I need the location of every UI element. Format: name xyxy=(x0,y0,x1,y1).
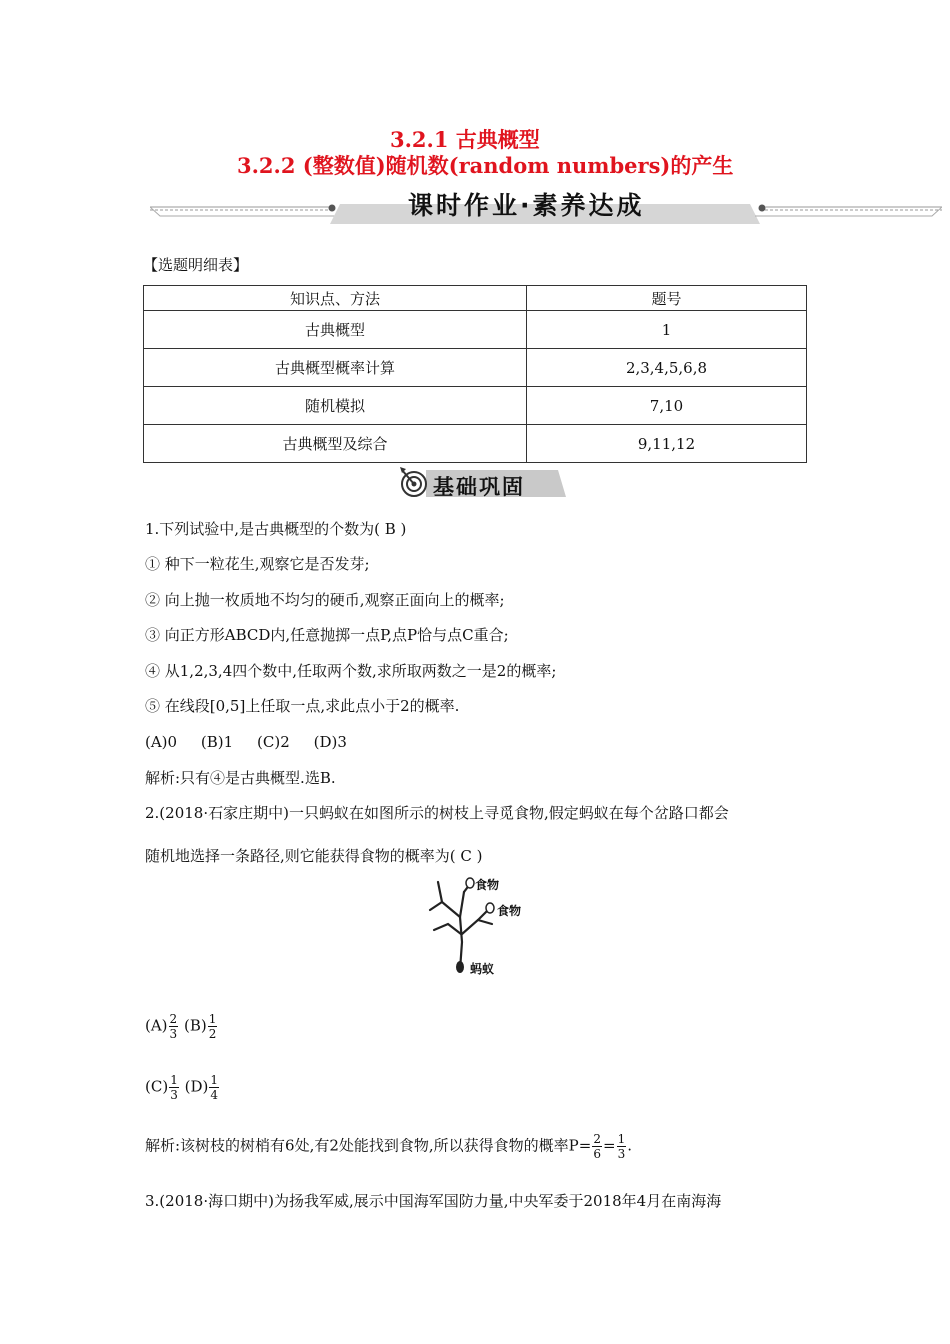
fraction-denominator: 3 xyxy=(169,1027,178,1041)
table-cell: 9,11,12 xyxy=(527,425,807,463)
detail-table-caption: 【选题明细表】 xyxy=(143,256,249,274)
fraction xyxy=(169,1012,179,1041)
fraction-denominator: 3 xyxy=(170,1088,178,1102)
figure-label-ant: 蚂蚁 xyxy=(470,962,495,976)
q2-option-c-label: (C) xyxy=(145,1077,169,1096)
q2-option-a-label: (A) xyxy=(145,1016,168,1035)
fraction xyxy=(592,1132,602,1161)
fraction-denominator: 6 xyxy=(593,1147,601,1161)
period: . xyxy=(627,1136,632,1155)
fraction-numerator: 1 xyxy=(170,1073,178,1087)
fraction-numerator: 1 xyxy=(210,1073,218,1087)
table-cell: 随机模拟 xyxy=(144,387,527,425)
q2-options-ab xyxy=(145,1012,218,1041)
q1-analysis: 解析:只有④是古典概型.选B. xyxy=(145,769,336,787)
fraction xyxy=(169,1073,179,1102)
fraction xyxy=(617,1132,627,1161)
fraction xyxy=(208,1012,218,1041)
title-line-2: 3.2.2 (整数值)随机数(random numbers)的产生 xyxy=(237,153,734,178)
q1-stem: 1.下列试验中,是古典概型的个数为( B ) xyxy=(145,520,407,538)
table-cell: 古典概型 xyxy=(144,311,527,349)
fraction-numerator: 1 xyxy=(617,1132,626,1146)
figure-label-food: 食物 xyxy=(497,904,522,918)
fraction-denominator: 3 xyxy=(617,1147,626,1161)
q1-item: ② 向上抛一枚质地不均匀的硬币,观察正面向上的概率; xyxy=(145,591,505,609)
table-header-row xyxy=(144,286,807,311)
fraction-numerator: 2 xyxy=(169,1012,178,1026)
table-cell: 7,10 xyxy=(527,387,807,425)
banner-title: 课时作业·素养达成 xyxy=(408,191,645,220)
table-cell: 2,3,4,5,6,8 xyxy=(527,349,807,387)
q1-item: ① 种下一粒花生,观察它是否发芽; xyxy=(145,555,370,573)
q3-stem-line-1: 3.(2018·海口期中)为扬我军威,展示中国海军国防力量,中央军委于2018年4月在南海海 xyxy=(145,1192,722,1210)
table-header-cell: 知识点、方法 xyxy=(144,286,527,311)
q2-analysis xyxy=(145,1132,632,1161)
q2-option-d-label: (D) xyxy=(184,1077,209,1096)
fraction-denominator: 2 xyxy=(208,1027,217,1041)
detail-table xyxy=(143,285,807,463)
table-row xyxy=(144,349,807,387)
q2-stem-line-2: 随机地选择一条路径,则它能获得食物的概率为( C ) xyxy=(145,847,483,865)
fraction xyxy=(209,1073,219,1102)
fraction-numerator: 2 xyxy=(593,1132,601,1146)
fraction-denominator: 4 xyxy=(210,1088,218,1102)
q2-analysis-text: 解析:该树枝的树梢有6处,有2处能找到食物,所以获得食物的概率P= xyxy=(145,1136,592,1155)
table-header-cell: 题号 xyxy=(527,286,807,311)
table-cell: 古典概型及综合 xyxy=(144,425,527,463)
equals-sign: = xyxy=(602,1136,616,1155)
section-badge-label: 基础巩固 xyxy=(433,475,525,499)
table-row xyxy=(144,311,807,349)
fraction-numerator: 1 xyxy=(208,1012,217,1026)
figure-label-food: 食物 xyxy=(475,878,500,892)
q2-stem-line-1: 2.(2018·石家庄期中)一只蚂蚁在如图所示的树枝上寻觅食物,假定蚂蚁在每个岔路口都会 xyxy=(145,804,729,822)
table-row xyxy=(144,425,807,463)
q2-options-cd xyxy=(145,1073,220,1102)
table-cell: 古典概型概率计算 xyxy=(144,349,527,387)
q1-item: ③ 向正方形ABCD内,任意抛掷一点P,点P恰与点C重合; xyxy=(145,626,509,644)
title-line-1: 3.2.1 古典概型 xyxy=(390,127,540,152)
table-row xyxy=(144,387,807,425)
q1-item: ④ 从1,2,3,4四个数中,任取两个数,求所取两数之一是2的概率; xyxy=(145,662,557,680)
q1-item: ⑤ 在线段[0,5]上任取一点,求此点小于2的概率. xyxy=(145,697,460,715)
q1-options: (A)0 (B)1 (C)2 (D)3 xyxy=(145,733,347,751)
table-cell: 1 xyxy=(527,311,807,349)
q2-option-b-label: (B) xyxy=(183,1016,207,1035)
